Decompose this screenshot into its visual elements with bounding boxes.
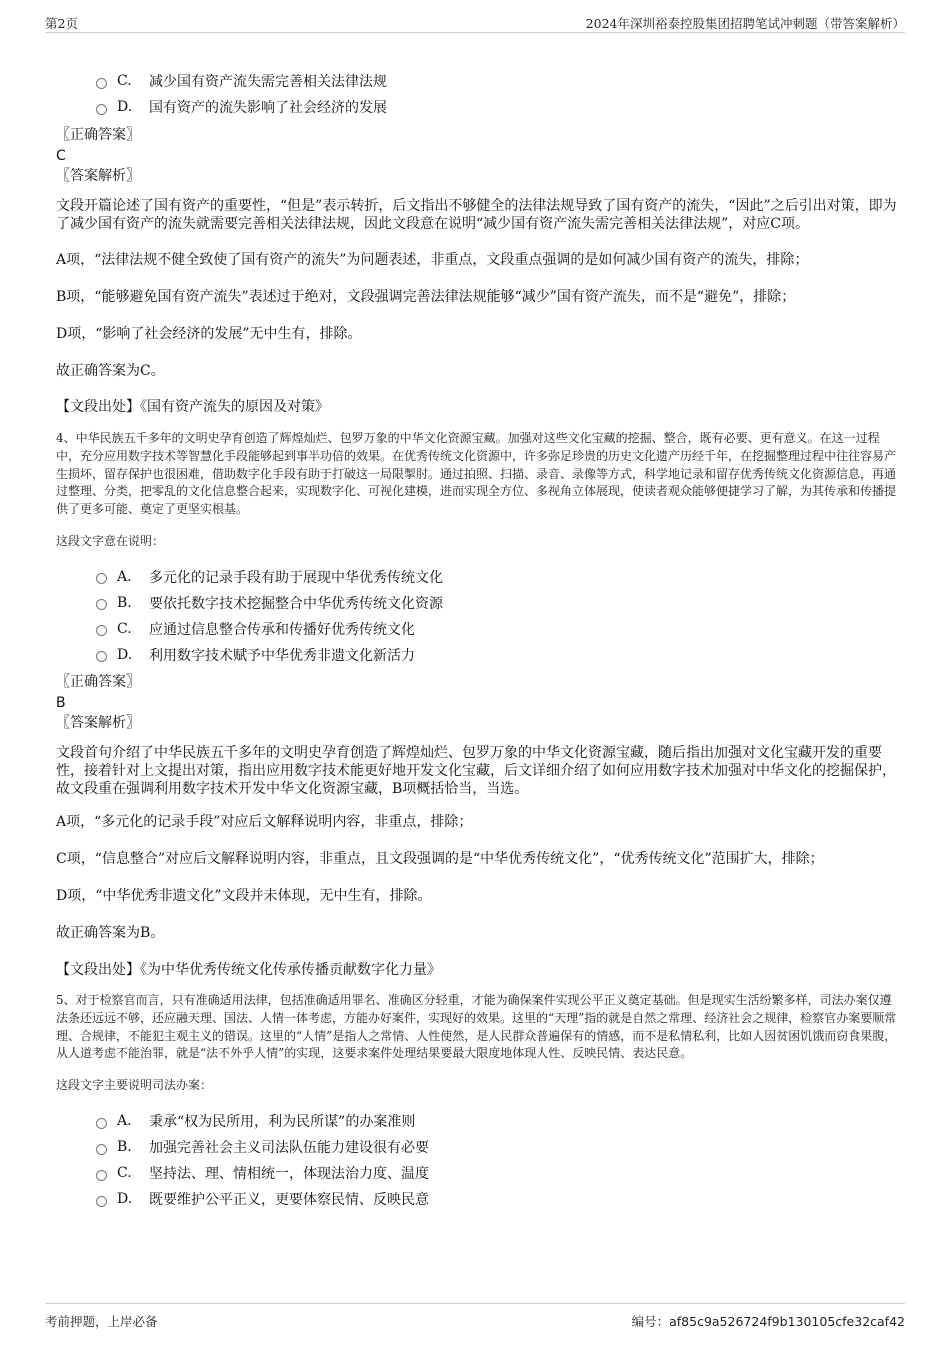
radio-icon[interactable] [96, 599, 107, 610]
page-number: 第2页 [45, 16, 78, 31]
document-body [56, 68, 898, 1212]
q4-option-b[interactable]: B. 要依托数字技术挖掘整合中华优秀传统文化资源 [96, 590, 898, 616]
q4-option-c[interactable]: C. 应通过信息整合传承和传播好优秀传统文化 [96, 616, 898, 642]
radio-icon[interactable] [96, 573, 107, 584]
answer-value: C [56, 148, 66, 164]
q5-option-c[interactable]: C. 坚持法、理、情相统一，体现法治力度、温度 [96, 1160, 898, 1186]
q5-option-b[interactable]: B. 加强完善社会主义司法队伍能力建设很有必要 [96, 1134, 898, 1160]
q3-options [96, 68, 898, 120]
question-stem: 4、中华民族五千多年的文明史孕育创造了辉煌灿烂、包罗万象的中华文化资源宝藏。加强对这些文化宝藏的挖掘、整合，既有必要、更有意义。在这一过程中，充分应用数字技术等智慧化手段能够起到事半功倍的效果。在优秀传统文化资源中，许多弥足珍贵的历史文化遗产历经千年，在挖掘整理过程中往往容易产生损坏，留存保护也很困难，借助数字化手段有助于打破这一局限掣肘。通过拍照、扫描、录音、录像等方式，科学地记录和留存优秀传统文化资源信息，再通过整理、分类，把零乱的文化信息整合起来，实现数字化、可视化建模，进而实现全方位、多视角立体展现，使读者观众能够便捷学习了解，为其传承和传播提供了更多可能、奠定了更坚实根基。 [56, 431, 897, 517]
radio-icon[interactable] [96, 1118, 107, 1129]
answer-value: B [56, 694, 66, 711]
analysis-paragraph: C项，“信息整合”对应后文解释说明内容，非重点，且文段强调的是“中华优秀传统文化”，“优秀传统文化”范围扩大，排除； [56, 850, 824, 867]
analysis-paragraph: 文段开篇论述了国有资产的重要性，“但是”表示转折，后文指出不够健全的法律法规导致了国有资产的流失，“因此”之后引出对策，即为了减少国有资产的流失就需要完善相关法律法规，因此文段意在说明“减少国有资产流失需完善相关法律法规”，对应C项。 [56, 198, 897, 232]
q3-option-c[interactable]: C. 减少国有资产流失需完善相关法律法规 [96, 68, 898, 94]
analysis-conclusion: 故正确答案为B。 [56, 924, 165, 941]
analysis-paragraph: 文段首句介绍了中华民族五千多年的文明史孕育创造了辉煌灿烂、包罗万象的中华文化资源宝藏，随后指出加强对文化宝藏开发的重要性，接着针对上文提出对策，指出应用数字技术能更好地开发文化宝藏，后文详细介绍了如何应用数字技术加强对中华文化的挖掘保护，故文段重在强调利用数字技术开发中华文化资源宝藏，B项概括恰当，当选。 [56, 744, 896, 797]
q3-option-d[interactable]: D. 国有资产的流失影响了社会经济的发展 [96, 94, 898, 120]
document-title: 2024年深圳裕泰控股集团招聘笔试冲刺题（带答案解析） [585, 16, 905, 31]
analysis-paragraph: D项，“中华优秀非遗文化”文段并未体现，无中生有，排除。 [56, 887, 432, 904]
q4-option-a[interactable]: A. 多元化的记录手段有助于展现中华优秀传统文化 [96, 564, 898, 590]
question-prompt: 这段文字主要说明司法办案： [56, 1078, 213, 1093]
q4-options [96, 564, 898, 668]
analysis-conclusion: 故正确答案为C。 [56, 363, 165, 379]
radio-icon[interactable] [96, 1144, 107, 1155]
q5-option-a[interactable]: A. 秉承“权为民所用，利为民所谋”的办案准则 [96, 1108, 898, 1134]
page-header [45, 10, 905, 33]
answer-label: 〖正确答案〗 [56, 127, 140, 143]
analysis-label: 〖答案解析〗 [56, 714, 140, 731]
source-citation: 【文段出处】《国有资产流失的原因及对策》 [56, 399, 329, 415]
footer-slogan: 考前押题，上岸必备 [45, 1314, 158, 1329]
analysis-paragraph: D项，“影响了社会经济的发展”无中生有，排除。 [56, 326, 362, 342]
analysis-label: 〖答案解析〗 [56, 168, 140, 184]
source-citation: 【文段出处】《为中华优秀传统文化传承传播贡献数字化力量》 [56, 961, 441, 978]
radio-icon[interactable] [96, 78, 107, 89]
q4-option-d[interactable]: D. 利用数字技术赋予中华优秀非遗文化新活力 [96, 642, 898, 668]
analysis-paragraph: A项，“法律法规不健全致使了国有资产的流失”为问题表述，非重点，文段重点强调的是如何减少国有资产的流失，排除； [56, 252, 809, 268]
analysis-paragraph: B项，“能够避免国有资产流失”表述过于绝对，文段强调完善法律法规能够“减少”国有资产流失，而不是“避免”，排除； [56, 289, 796, 305]
radio-icon[interactable] [96, 651, 107, 662]
code-label: 编号： [631, 1314, 670, 1329]
radio-icon[interactable] [96, 625, 107, 636]
analysis-paragraph: A项，“多元化的记录手段”对应后文解释说明内容，非重点，排除； [56, 813, 473, 830]
answer-label: 〖正确答案〗 [56, 673, 140, 690]
question-stem: 5、对于检察官而言，只有准确适用法律，包括准确适用罪名、准确区分轻重，才能为确保案件实现公平正义奠定基础。但是现实生活纷繁多样，司法办案仅遵法条还远远不够，还应融天理、国法、人情一体考虑，方能办好案件，实现好的效果。这里的“天理”指的就是自然之常理、经济社会之规律，检察官办案要顺常理、合规律，不能犯主观主义的错误。这里的“人情”是指人之常情、人性使然，是人民群众普遍保有的情感，而不是私情私利，比如人因贫困饥饿而窃食果腹，从人道考虑不能治罪，就是“法不外乎人情”的实现，这要求案件处理结果要最大限度地体现人性、反映民情、表达民意。 [56, 992, 897, 1061]
radio-icon[interactable] [96, 1196, 107, 1207]
radio-icon[interactable] [96, 1170, 107, 1181]
radio-icon[interactable] [96, 104, 107, 115]
q5-options [96, 1108, 898, 1212]
q5-option-d[interactable]: D. 既要维护公平正义，更要体察民情、反映民意 [96, 1186, 898, 1212]
question-prompt: 这段文字意在说明： [56, 533, 165, 548]
page-footer [45, 1303, 905, 1330]
code-value: af85c9a526724f9b130105cfe32caf42 [669, 1314, 905, 1329]
document-code [632, 1312, 905, 1330]
